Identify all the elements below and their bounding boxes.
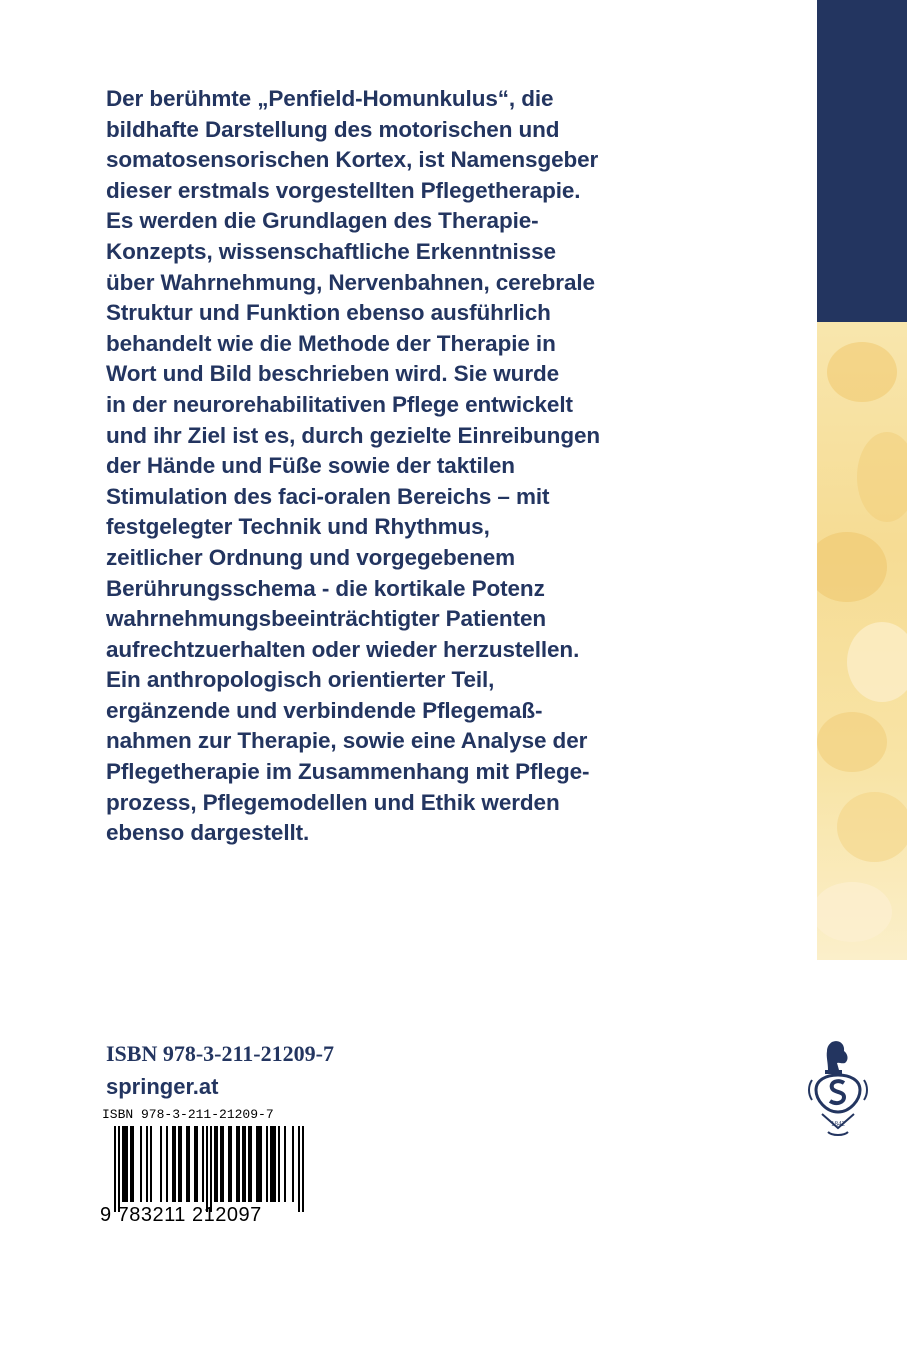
texture-blot [827, 342, 897, 402]
barcode-bar [140, 1126, 142, 1202]
springer-logo [806, 1036, 870, 1148]
barcode-bar [196, 1126, 198, 1202]
blurb-line: Ein anthropologisch orientierter Teil, [106, 667, 495, 693]
blurb-line: behandelt wie die Methode der Therapie in [106, 330, 556, 356]
barcode-bar [174, 1126, 176, 1202]
publisher-url[interactable]: springer.at [106, 1074, 219, 1099]
barcode-bar [298, 1126, 300, 1212]
barcode-bar [274, 1126, 276, 1202]
barcode-bar [248, 1126, 250, 1202]
blurb-line: nahmen zur Therapie, sowie eine Analyse der [106, 728, 588, 754]
barcode-bar [202, 1126, 204, 1202]
barcode-bar [180, 1126, 182, 1202]
barcode-bar [194, 1126, 196, 1202]
barcode-bar [220, 1126, 222, 1202]
blurb-line: Struktur und Funktion ebenso ausführlich [106, 300, 551, 326]
barcode-bar [256, 1126, 258, 1202]
barcode-bar [222, 1126, 224, 1202]
blurb-line: dieser erstmals vorgestellten Pflegetherapie. [106, 177, 581, 203]
barcode-bar [118, 1126, 120, 1212]
texture-blot [817, 882, 892, 942]
barcode-bar [210, 1126, 212, 1212]
barcode-bar [272, 1126, 274, 1202]
barcode-bar [244, 1126, 246, 1202]
barcode-bar [230, 1126, 232, 1202]
barcode-bars [108, 1126, 308, 1214]
barcode-bar [266, 1126, 268, 1202]
barcode-bar [126, 1126, 128, 1202]
blurb-line: wahrnehmungsbeeinträchtigter Patienten [106, 606, 547, 632]
blurb-line: Berührungsschema - die kortikale Potenz [106, 575, 545, 601]
barcode-bar [146, 1126, 148, 1202]
barcode-bar [302, 1126, 304, 1212]
blurb-line: in der neurorehabilitativen Pflege entwickelt [106, 391, 573, 417]
barcode-bar [130, 1126, 132, 1202]
barcode-bar [260, 1126, 262, 1202]
texture-blot [857, 432, 907, 522]
barcode-bar [160, 1126, 162, 1202]
blurb-line: Pflegetherapie im Zusammenhang mit Pflege- [106, 759, 590, 785]
barcode-digits: 9 783211 212097 [100, 1204, 262, 1226]
barcode-bar [292, 1126, 294, 1202]
barcode-bar [216, 1126, 218, 1202]
barcode-bar [236, 1126, 238, 1202]
blurb-line: ebenso dargestellt. [106, 820, 310, 846]
barcode-bar [172, 1126, 174, 1202]
texture-blot [817, 712, 887, 772]
barcode-isbn-text: ISBN 978-3-211-21209-7 [102, 1107, 274, 1122]
texture-blot [817, 532, 887, 602]
blurb-line: festgelegter Technik und Rhythmus, [106, 514, 490, 540]
barcode-bar [178, 1126, 180, 1202]
logo-year: 1842 [831, 1120, 845, 1128]
barcode-bar [132, 1126, 134, 1202]
blurb-line: über Wahrnehmung, Nervenbahnen, cerebrale [106, 269, 595, 295]
barcode-bar [270, 1126, 272, 1202]
barcode-bar [278, 1126, 280, 1202]
barcode [100, 1106, 332, 1238]
barcode-bar [150, 1126, 152, 1202]
barcode-bar [166, 1126, 168, 1202]
blurb-line: Stimulation des faci-oralen Bereichs – mit [106, 483, 550, 509]
blurb-line: der Hände und Füße sowie der taktilen [106, 453, 515, 479]
blurb-line: Der berühmte „Penfield-Homunkulus“, die [106, 86, 554, 111]
texture-blot [847, 622, 907, 702]
barcode-bar [214, 1126, 216, 1202]
isbn-label: ISBN 978-3-211-21209-7 [106, 1041, 334, 1066]
blurb-line: Konzepts, wissenschaftliche Erkenntnisse [106, 238, 556, 264]
barcode-bar [258, 1126, 260, 1202]
barcode-bar [206, 1126, 208, 1212]
barcode-bar [238, 1126, 240, 1202]
texture-blot [837, 792, 907, 862]
blurb-line: und ihr Ziel ist es, durch gezielte Einreibungen [106, 422, 601, 448]
blurb-line: Es werden die Grundlagen des Therapie- [106, 208, 539, 234]
side-navy-panel [817, 0, 907, 322]
barcode-bar [228, 1126, 230, 1202]
blurb-line: Wort und Bild beschrieben wird. Sie wurde [106, 361, 560, 387]
barcode-bar [250, 1126, 252, 1202]
blurb-line: zeitlicher Ordnung und vorgegebenem [106, 544, 516, 570]
barcode-bar [186, 1126, 188, 1202]
side-yellow-panel [817, 322, 907, 960]
barcode-bar [188, 1126, 190, 1202]
barcode-bar [124, 1126, 126, 1202]
barcode-bar [284, 1126, 286, 1202]
blurb-line: ergänzende und verbindende Pflegemaß- [106, 697, 543, 723]
back-cover-blurb [106, 84, 666, 849]
barcode-bar [242, 1126, 244, 1202]
barcode-bar [114, 1126, 116, 1212]
blurb-line: aufrechtzuerhalten oder wieder herzustellen. [106, 636, 580, 662]
blurb-line: prozess, Pflegemodellen und Ethik werden [106, 789, 560, 815]
blurb-line: somatosensorischen Kortex, ist Namensgeber [106, 147, 599, 173]
blurb-line: bildhafte Darstellung des motorischen und [106, 116, 560, 142]
barcode-bar [122, 1126, 124, 1202]
